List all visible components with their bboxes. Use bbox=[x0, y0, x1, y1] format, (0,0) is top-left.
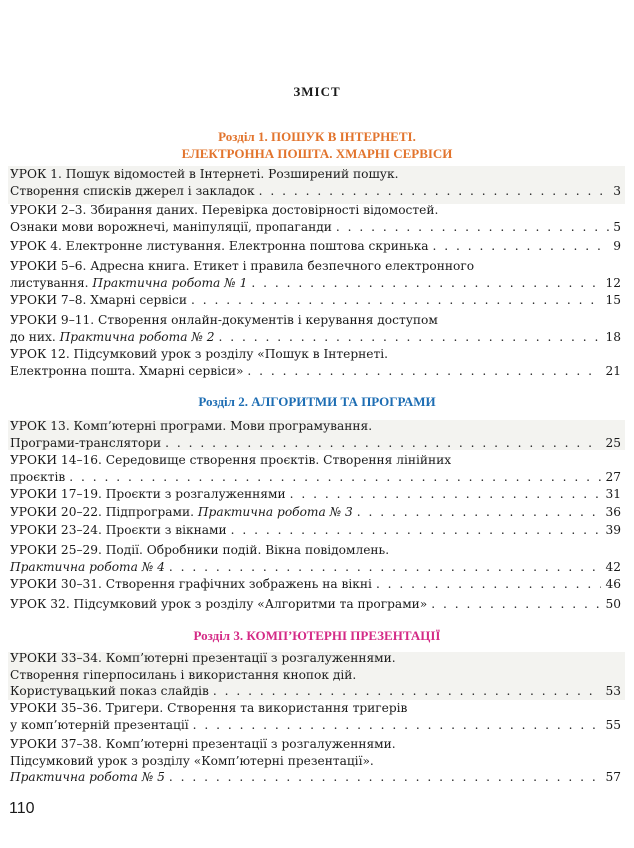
toc-entry-text-part: УРОКИ 30–31. Створення графічних зображень на вікні bbox=[10, 577, 372, 591]
toc-page-number: 42 bbox=[605, 559, 621, 574]
practical-work-label: Практична робота № 4 bbox=[10, 559, 165, 574]
toc-entry-text bbox=[10, 219, 332, 236]
toc-page-number: 12 bbox=[605, 275, 621, 290]
toc-entry-text-part: проєктів bbox=[10, 469, 66, 484]
toc-entry-text-part: Користувацький показ слайдів bbox=[10, 684, 209, 698]
practical-work-label: Практична робота № 3 bbox=[197, 505, 353, 519]
toc-entry[interactable] bbox=[10, 166, 621, 199]
contents-title: ЗМІСТ bbox=[293, 84, 341, 99]
practical-work-label: Практична робота № 5 bbox=[10, 770, 165, 784]
leader-dots bbox=[251, 275, 601, 292]
toc-entry[interactable] bbox=[10, 576, 621, 593]
toc-entry-last-line bbox=[10, 576, 621, 593]
toc-entry-text bbox=[10, 559, 165, 576]
practical-work-label: Практична робота № 2 bbox=[59, 329, 215, 344]
toc-page-number: 27 bbox=[605, 469, 621, 484]
leader-dots bbox=[165, 435, 601, 452]
toc-entry-last-line bbox=[10, 292, 621, 309]
toc-entry-line: Підсумковий урок з розділу «Комп’ютерні презентації». bbox=[10, 753, 374, 768]
toc-entry-text-part: УРОКИ 23–24. Проєкти з вікнами bbox=[10, 523, 227, 537]
toc-entry-line: УРОКИ 14–16. Середовище створення проєктів. Створення лінійних bbox=[10, 453, 452, 467]
toc-entry-text-part: до них. bbox=[10, 329, 56, 344]
toc-entry-text-part: УРОКИ 20–22. Підпрограми. bbox=[10, 505, 195, 519]
leader-dots bbox=[259, 183, 610, 200]
toc-entry-last-line bbox=[10, 559, 621, 576]
toc-entry-last-line bbox=[10, 683, 621, 700]
toc-entry-line: УРОКИ 33–34. Комп’ютерні презентації з розгалуженнями. bbox=[10, 651, 396, 665]
toc-page-number: 5 bbox=[613, 219, 621, 234]
toc-entry-last-line bbox=[10, 183, 621, 200]
toc-entry-line: УРОК 13. Комп’ютерні програми. Мови програмування. bbox=[10, 419, 373, 433]
toc-entry-text-part: листування. bbox=[10, 275, 89, 290]
toc-entry-text bbox=[10, 717, 189, 734]
toc-entry-last-line bbox=[10, 596, 621, 613]
leader-dots bbox=[357, 504, 602, 521]
toc-page-number: 15 bbox=[605, 293, 621, 307]
toc-entry[interactable] bbox=[10, 522, 621, 539]
toc-entry-line: Створення гіперпосилань і використання кнопок дій. bbox=[10, 667, 357, 682]
toc-entry[interactable] bbox=[10, 346, 621, 379]
leader-dots bbox=[69, 469, 601, 486]
toc-entry-text bbox=[10, 469, 65, 486]
leader-dots bbox=[193, 717, 602, 734]
toc-entry-line: УРОК 12. Підсумковий урок з розділу «Пошук в Інтернеті. bbox=[10, 347, 388, 361]
toc-entry-line: УРОКИ 2–3. Збирання даних. Перевірка достовірності відомостей. bbox=[10, 203, 439, 217]
toc-entry-last-line bbox=[10, 329, 621, 346]
toc-entry[interactable] bbox=[10, 292, 621, 309]
toc-entry-last-line bbox=[10, 717, 621, 734]
toc-entry-last-line bbox=[10, 363, 621, 380]
toc-entry-text-part: УРОКИ 17–19. Проєкти з розгалуженнями bbox=[10, 487, 286, 501]
toc-page-number: 25 bbox=[605, 435, 621, 450]
toc-entry-line: УРОК 1. Пошук відомостей в Інтернеті. Розширений пошук. bbox=[10, 167, 399, 181]
toc-entry-last-line bbox=[10, 469, 621, 486]
toc-page-number: 36 bbox=[605, 505, 621, 519]
toc-entry-last-line bbox=[10, 769, 621, 786]
leader-dots bbox=[336, 219, 609, 236]
toc-entry-text bbox=[10, 486, 286, 503]
toc-page-number: 53 bbox=[605, 684, 621, 698]
section-1-heading bbox=[0, 128, 634, 162]
toc-entry-text bbox=[10, 769, 165, 786]
toc-entry-text bbox=[10, 683, 209, 700]
toc-page-number: 55 bbox=[605, 717, 621, 732]
leader-dots bbox=[247, 363, 601, 380]
leader-dots bbox=[433, 238, 610, 255]
toc-entry-line: УРОКИ 35–36. Тригери. Створення та використання тригерів bbox=[10, 701, 408, 715]
toc-entry[interactable] bbox=[10, 736, 621, 786]
leader-dots bbox=[376, 576, 602, 593]
toc-entry-last-line bbox=[10, 238, 621, 255]
toc-entry[interactable] bbox=[10, 504, 621, 521]
toc-entry-text bbox=[10, 275, 247, 292]
toc-entry-last-line bbox=[10, 219, 621, 236]
toc-page-number: 39 bbox=[605, 523, 621, 537]
toc-entry-text bbox=[10, 596, 427, 613]
toc-entry[interactable] bbox=[10, 486, 621, 503]
practical-work-label: Практична робота № 1 bbox=[92, 275, 248, 290]
toc-entry-text-part: Електронна пошта. Хмарні сервіси» bbox=[10, 363, 244, 378]
toc-entry-text bbox=[10, 329, 215, 346]
toc-entry-text-part: у комп’ютерній презентації bbox=[10, 717, 189, 732]
leader-dots bbox=[231, 522, 602, 539]
section-1-title-line2: ЕЛЕКТРОННА ПОШТА. ХМАРНІ СЕРВІСИ bbox=[181, 146, 453, 161]
toc-entry-text bbox=[10, 363, 243, 380]
toc-entry-text bbox=[10, 183, 255, 200]
toc-entry[interactable] bbox=[10, 452, 621, 485]
toc-page-number: 31 bbox=[605, 487, 621, 501]
section-3-heading: Розділ 3. КОМП’ЮТЕРНІ ПРЕЗЕНТАЦІЇ bbox=[193, 628, 441, 643]
toc-entry[interactable] bbox=[10, 418, 621, 451]
toc-page-number: 3 bbox=[613, 183, 621, 198]
toc-entry[interactable] bbox=[10, 202, 621, 235]
toc-entry-text bbox=[10, 576, 372, 593]
toc-entry[interactable] bbox=[10, 700, 621, 733]
toc-entry[interactable] bbox=[10, 650, 621, 700]
toc-entry-text bbox=[10, 238, 429, 255]
toc-entry[interactable] bbox=[10, 596, 621, 613]
toc-page-number: 46 bbox=[605, 577, 621, 591]
toc-entry-text-part: УРОК 32. Підсумковий урок з розділу «Алгоритми та програми» bbox=[10, 597, 428, 611]
toc-entry-text-part: Створення списків джерел і закладок bbox=[10, 183, 255, 198]
toc-entry-last-line bbox=[10, 504, 621, 521]
toc-entry-text bbox=[10, 292, 187, 309]
toc-entry-text-part: УРОК 4. Електронне листування. Електронна поштова скринька bbox=[10, 239, 429, 253]
toc-entry-line: УРОКИ 5–6. Адресна книга. Етикет і правила безпечного електронного bbox=[10, 259, 475, 273]
toc-entry[interactable] bbox=[10, 238, 621, 255]
toc-page-number: 18 bbox=[605, 329, 621, 344]
toc-entry-line: УРОКИ 25–29. Події. Обробники подій. Вікна повідомлень. bbox=[10, 543, 390, 557]
toc-entry-last-line bbox=[10, 486, 621, 503]
section-1-title-line1: Розділ 1. ПОШУК В ІНТЕРНЕТІ. bbox=[218, 129, 416, 144]
toc-entry-line: УРОКИ 37–38. Комп’ютерні презентації з розгалуженнями. bbox=[10, 737, 396, 751]
leader-dots bbox=[169, 769, 602, 786]
toc-page-number: 50 bbox=[605, 597, 621, 611]
toc-entry-text bbox=[10, 504, 353, 521]
toc-entry-text bbox=[10, 435, 161, 452]
toc-entry-text-part: Ознаки мови ворожнечі, маніпуляції, пропаганди bbox=[10, 219, 332, 234]
toc-entry-last-line bbox=[10, 435, 621, 452]
page-number: 110 bbox=[9, 800, 35, 817]
leader-dots bbox=[191, 292, 602, 309]
toc-page-number: 57 bbox=[605, 770, 621, 784]
leader-dots bbox=[431, 596, 601, 613]
toc-entry[interactable] bbox=[10, 542, 621, 575]
toc-entry-last-line bbox=[10, 522, 621, 539]
toc-entry-text-part: Програми-транслятори bbox=[10, 435, 162, 450]
toc-page-number: 21 bbox=[605, 363, 621, 378]
leader-dots bbox=[169, 559, 602, 576]
toc-entry-last-line bbox=[10, 275, 621, 292]
leader-dots bbox=[290, 486, 602, 503]
toc-entry-text bbox=[10, 522, 227, 539]
leader-dots bbox=[219, 329, 602, 346]
toc-entry-line: УРОКИ 9–11. Створення онлайн-документів і керування доступом bbox=[10, 313, 438, 327]
toc-entry-text-part: УРОКИ 7–8. Хмарні сервіси bbox=[10, 293, 187, 307]
toc-entry[interactable] bbox=[10, 258, 621, 291]
toc-page-number: 9 bbox=[613, 239, 621, 253]
section-2-heading: Розділ 2. АЛГОРИТМИ ТА ПРОГРАМИ bbox=[198, 394, 436, 409]
toc-entry[interactable] bbox=[10, 312, 621, 345]
leader-dots bbox=[213, 683, 602, 700]
